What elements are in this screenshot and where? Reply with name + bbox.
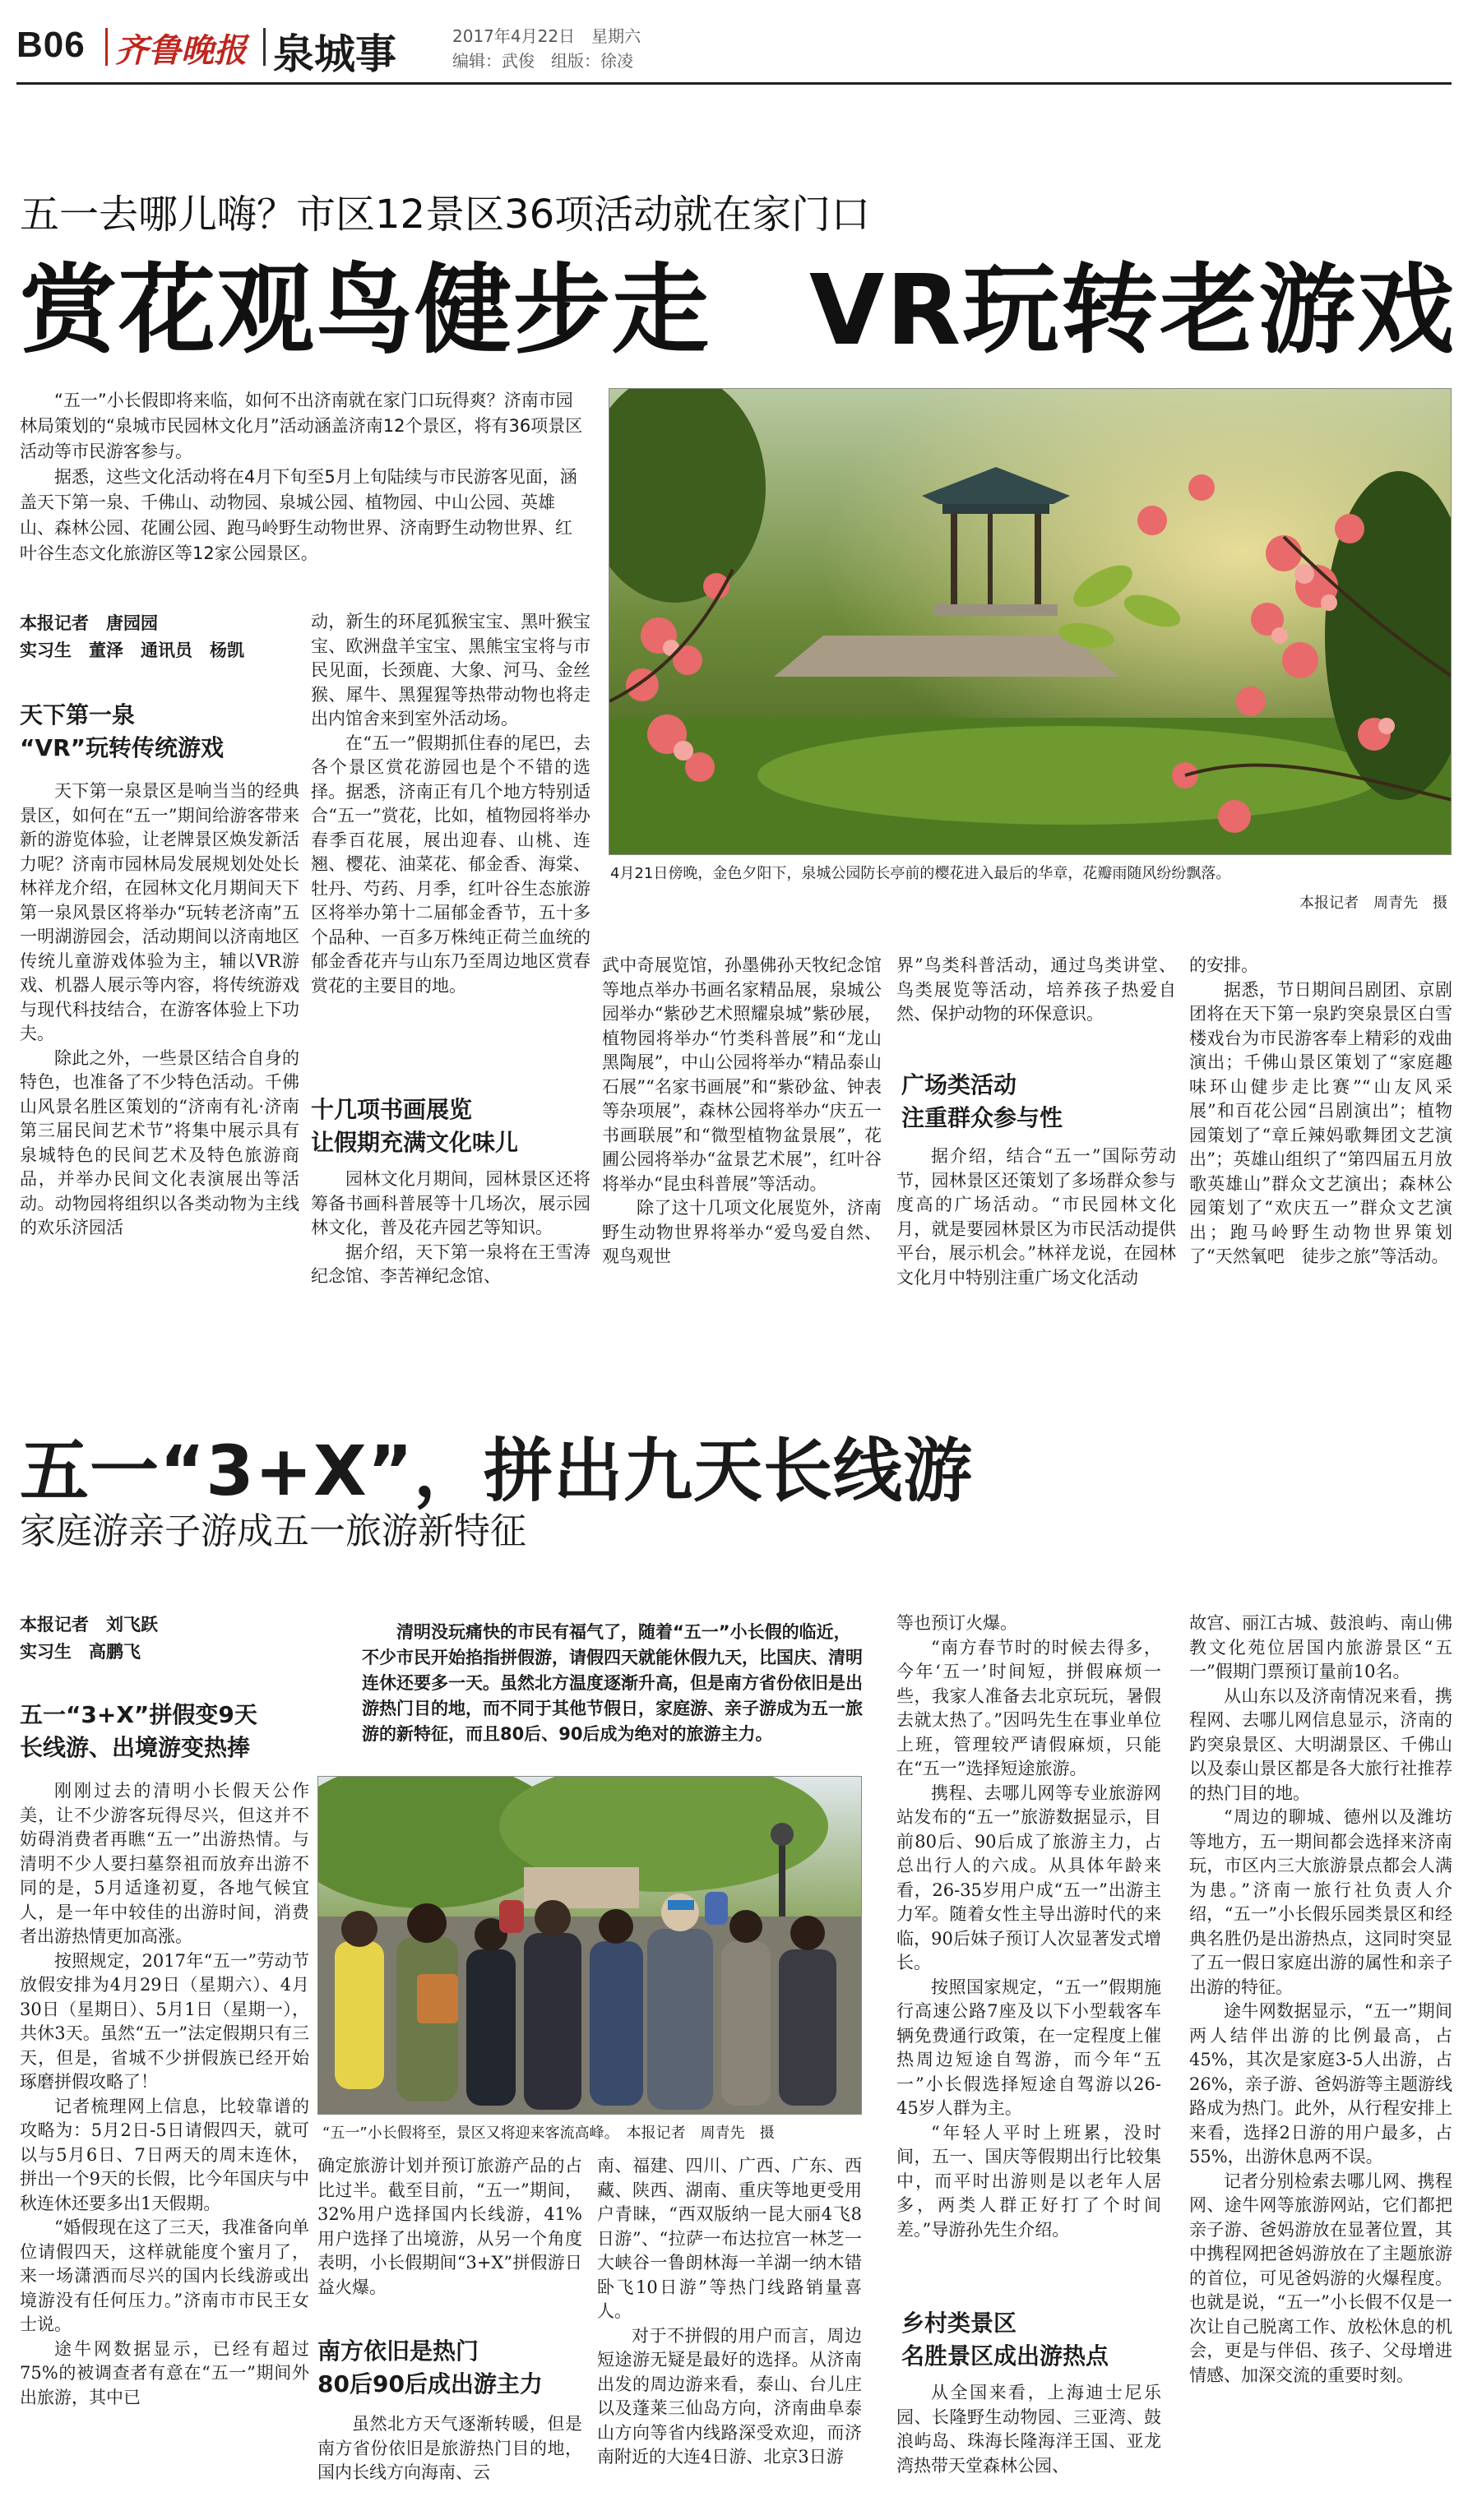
body-paragraph: “周边的聊城、德州以及潍坊等地方，五一期间都会选择来济南玩，市区内三大旅游景点都会人满为患。”济南一旅行社负责人介绍，“五一”小长假乐园类景区和经典名胜仍是出游热点，这同时突显了五一假日家庭出游的属性和亲子出游的特征。 <box>1189 1807 1452 1997</box>
article-b-column-4b <box>896 2381 1161 2503</box>
body-paragraph: 武中奇展览馆，孙墨佛孙天牧纪念馆等地点举办书画名家精品展，泉城公园举办“紫砂艺术照耀泉城”紫砂展，植物园将举办“竹类科普展”和“龙山黑陶展”，中山公园将举办“精品泰山石展”“名家书画展”和“紫砂盆、钟表等杂项展”，森林公园将举办“庆五一书画联展”和“微型植物盆景展”，花圃公园将举办“盆景艺术展”，红叶谷将举办“昆虫科普展”等活动。 <box>602 955 882 1194</box>
article-b-column-5 <box>1189 1611 1452 2503</box>
body-paragraph: 的安排。 <box>1189 955 1258 975</box>
masthead-divider <box>263 28 266 66</box>
body-paragraph: 记者分别检索去哪儿网、携程网、途牛网等旅游网站，它们都把亲子游、爸妈游放在显著位置，其中携程网把爸妈游放在了主题旅游的首位，可见爸妈游的火爆程度。也就是说，“五一”小长假不仅是一次让自己脱离工作、放松休息的机会，更是与伴侣、孩子、父母增进情感、加深交流的重要时刻。 <box>1189 2171 1452 2385</box>
byline-line: 实习生 高鹏飞 <box>20 1642 141 1662</box>
subhead-line: “VR”玩转传统游戏 <box>20 734 225 761</box>
body-paragraph: 记者梳理网上信息，比较靠谱的攻略为：5月2日-5日请假四天，就可以与5月6日、7日两天的周末连休，拼出一个9天的长假，比今年国庆与中秋连休还要多出1天假期。 <box>20 2096 309 2213</box>
body-paragraph: 按照国家规定，“五一”假期施行高速公路7座及以下小型载客车辆免费通行政策，在一定程度上催热周边短途自驾游，而今年“五一”小长假选择短途自驾游以26-45岁人群为主。 <box>896 1977 1161 2118</box>
editor-credits: 编辑：武俊 组版：徐凌 <box>452 51 633 71</box>
body-paragraph: 按照规定，2017年“五一”劳动节放假安排为4月29日（星期六）、4月30日（星期日）、5月1日（星期一），共休3天。虽然“五一”法定假期只有三天，但是，省城不少拼假族已经开始琢磨拼假攻略了！ <box>20 1950 309 2092</box>
article-b-column-2b <box>317 2412 582 2503</box>
body-paragraph: 虽然北方天气逐渐转暖，但是南方省份依旧是旅游热门目的地，国内长线方向海南、云 <box>317 2414 582 2482</box>
article-b-byline <box>20 1611 316 1666</box>
body-paragraph: “婚假现在这了三天，我准备向单位请假四天，这样就能度个蜜月了，来一场潇洒而尽兴的国内长线游或出境游没有任何压力。”济南市市民王女士说。 <box>20 2217 309 2334</box>
article-a-column-4 <box>896 954 1176 1061</box>
body-paragraph: 从山东以及济南情况来看，携程网、去哪儿网信息显示，济南的趵突泉景区、大明湖景区、千佛山以及泰山景区都是各大旅行社推荐的热门目的地。 <box>1189 1685 1452 1803</box>
article-a-kicker: 五一去哪儿嗨？市区12景区36项活动就在家门口 <box>20 192 871 238</box>
subhead-line: 80后90后成出游主力 <box>317 2370 543 2397</box>
subhead-line: 十几项书画展览 <box>311 1096 473 1123</box>
article-b-headline: 五一“3+X”，拼出九天长线游 <box>20 1431 974 1511</box>
article-a-subhead-2 <box>311 1094 590 1159</box>
body-paragraph: 据介绍，天下第一泉将在王雪涛纪念馆、李苦禅纪念馆、 <box>311 1242 590 1286</box>
article-a-subhead-3 <box>901 1069 1181 1135</box>
article-b-subhead-1 <box>20 1699 316 1764</box>
cherry-blossom-photo <box>609 388 1452 855</box>
article-b-subhead-2 <box>317 2335 582 2401</box>
body-paragraph: “南方春节时的时候去得多，今年‘五一’时间短，拼假麻烦一些，我家人准备去北京玩玩，暑假去就太热了。”因吗先生在事业单位上班，管理较严请假麻烦，只能在“五一”选择短途旅游。 <box>896 1637 1161 1778</box>
article-b-column-1 <box>20 1779 309 2503</box>
body-paragraph: 南、福建、四川、广西、广东、西藏、陕西、湖南、重庆等地更受用户青睐，“西双版纳一昆大丽4飞8日游”、“拉萨一布达拉宫一林芝一大峡谷一鲁朗林海一羊湖一纳木错卧飞10日游”等热门线路销量喜人。 <box>597 2156 862 2321</box>
article-a-subhead-1 <box>20 699 299 765</box>
lead-paragraph: 据悉，这些文化活动将在4月下旬至5月上旬陆续与市民游客见面，涵盖天下第一泉、千佛山、动物园、泉城公园、植物园、中山公园、英雄山、森林公园、花圃公园、跑马岭野生动物世界、济南野生动物世界、红叶谷生态文化旅游区等12家公园景区。 <box>20 467 577 563</box>
page-number: B06 <box>16 25 86 65</box>
subhead-line: 长线游、出境游变热捧 <box>20 1734 251 1761</box>
body-paragraph: 园林文化月期间，园林景区还将筹备书画科普展等十几场次，展示园林文化，普及花卉园艺等知识。 <box>311 1169 590 1237</box>
issue-date: 2017年4月22日 星期六 <box>452 26 641 46</box>
subhead-line: 让假期充满文化味儿 <box>311 1129 519 1156</box>
masthead-divider <box>105 28 108 66</box>
body-paragraph: 确定旅游计划并预订旅游产品的占比过半。截至目前，“五一”期间，32%用户选择国内长线游，41%用户选择了出境游，从另一个角度表明，小长假期间“3+X”拼假游日益火爆。 <box>317 2156 582 2297</box>
subhead-line: 五一“3+X”拼假变9天 <box>20 1701 257 1728</box>
byline-line: 实习生 董泽 通讯员 杨凯 <box>20 640 244 660</box>
body-paragraph: 刚刚过去的清明小长假天公作美，让不少游客玩得尽兴，但这并不妨碍消费者再瞧“五一”出游热情。与清明不少人要扫墓祭祖而放弃出游不同的是，5月适逢初夏，各地气候宜人，是一年中较佳的出游时间，消费者出游热情更加高涨。 <box>20 1781 309 1946</box>
article-a-headline: 赏花观鸟健步走 VR玩转老游戏 <box>20 253 1456 367</box>
body-paragraph: 除此之外，一些景区结合自身的特色，也准备了不少特色活动。千佛山风景名胜区策划的“济南有礼·济南第三届民间艺术节”将集中展示具有泉城特色的民间艺术及特色旅游商品，并举办民间文化表演展出等活动。动物园将组织以各类动物为主线的欢乐济园活 <box>20 1047 299 1237</box>
article-b-column-2 <box>317 2154 582 2319</box>
byline-line: 本报记者 刘飞跃 <box>20 1615 158 1635</box>
subhead-line: 天下第一泉 <box>20 701 136 728</box>
body-paragraph: 在“五一”假期抓住春的尾巴，去各个景区赏花游园也是个不错的选择。据悉，济南正有几个地方特别适合“五一”赏花，比如，植物园将举办春季百花展，展出迎春、山桃、连翘、樱花、油菜花、郁金香、海棠、牡丹、芍药、月季，红叶谷生态旅游区将举办第十二届郁金香节，五十多个品种、一百多万株纯正荷兰血统的郁金香花卉与山东乃至周边地区赏春赏花的主要目的地。 <box>311 733 590 996</box>
article-a-column-2 <box>311 610 590 1077</box>
body-paragraph: 携程、去哪儿网等专业旅游网站发布的“五一”旅游数据显示，目前80后、90后成了旅游主力，占总出行人的六成。从具体年龄来看，26-35岁用户成“五一”出游主力军。随着女性主导出游时代的来临，90后妹子预订人次显著发式增长。 <box>896 1782 1161 1972</box>
body-paragraph: 据悉，节日期间吕剧团、京剧团将在天下第一泉趵突泉景区白雪楼戏台为市民游客奉上精彩的戏曲演出；千佛山景区策划了“家庭趣味环山健步走比赛”“山友风采展”和百花公园“吕剧演出”；植物园策划了“章丘辣妈歌舞团文艺演出”；英雄山组织了“第四届五月放歌英雄山”群众文艺演出；森林公园策划了“欢庆五一”群众文艺演出；跑马岭野生动物世界策划了“天然氧吧 徒步之旅”等活动。 <box>1189 979 1452 1266</box>
photo-b-caption: “五一”小长假将至，景区又将迎来客流高峰。 本报记者 周青先 摄 <box>322 2125 775 2142</box>
article-a-column-3 <box>602 954 882 1327</box>
article-a-column-1 <box>20 779 299 1327</box>
crowd-illustration <box>318 1777 862 2115</box>
lead-paragraph: “五一”小长假即将来临，如何不出济南就在家门口玩得爽？济南市园林局策划的“泉城市民园林文化月”活动涵盖济南12个景区，将有36项景区活动等市民游客参与。 <box>20 391 583 461</box>
photo-a-caption: 4月21日傍晚，金色夕阳下，泉城公园防长亭前的樱花进入最后的华章，花瓣雨随风纷纷飘落。 <box>610 865 1231 882</box>
byline-line: 本报记者 唐园园 <box>20 613 158 633</box>
body-paragraph: 对于不拼假的用户而言，周边短途游无疑是最好的选择。从济南出发的周边游来看，泰山、台儿庄以及蓬莱三仙岛方向，济南曲阜泰山方向等省内线路深受欢迎，而济南附近的大连4日游、北京3日游 <box>597 2325 862 2467</box>
body-paragraph: 据介绍，结合“五一”国际劳动节，园林景区还策划了多场群众参与度高的广场活动。“市民园林文化月，就是要园林景区为市民活动提供平台，展示机会。”林祥龙说，在园林文化月中特别注重广场文化活动 <box>896 1146 1176 1288</box>
subhead-line: 乡村类景区 <box>901 2310 1017 2337</box>
subhead-line: 广场类活动 <box>901 1071 1017 1098</box>
photo-a-credit: 本报记者 周青先 摄 <box>1299 895 1447 912</box>
crowd-photo <box>317 1776 862 2115</box>
body-paragraph: 途牛网数据显示，“五一”期间两人结伴出游的比例最高，占45%，其次是家庭3-5人出游，占26%，亲子游、爸妈游等主题游线路成为热门。此外，从行程安排上来看，选择2日游的用户最多，占55%，出游休息两不误。 <box>1189 2001 1452 2166</box>
article-b-lead: 清明没玩痛快的市民有福气了，随着“五一”小长假的临近，不少市民开始掐指拼假游，请假四天就能休假九天，比国庆、清明连休还要多一天。虽然北方温度逐渐升高，但是南方省份依旧是出游热门目的地，而不同于其他节假日，家庭游、亲子游成为五一旅游的新特征，而且80后、90后成为绝对的旅游主力。 <box>362 1622 863 1744</box>
article-b-column-3 <box>597 2154 862 2503</box>
body-paragraph: 动，新生的环尾狐猴宝宝、黑叶猴宝宝、欧洲盘羊宝宝、黑熊宝宝将与市民见面，长颈鹿、大象、河马、金丝猴、犀牛、黑猩猩等热带动物也将走出内馆舍来到室外活动场。 <box>311 612 590 728</box>
article-a-column-4b <box>896 1144 1176 1327</box>
masthead-rule <box>16 82 1452 85</box>
body-paragraph: 天下第一泉景区是响当当的经典景区，如何在“五一”期间给游客带来新的游览体验，让老牌景区焕发新活力呢？济南市园林局发展规划处处长林祥龙介绍，在园林文化月期间天下第一泉风景区将举办“玩转老济南”五一明湖游园会，活动期间以济南地区传统儿童游戏体验为主，辅以VR游戏、机器人展示等内容，将传统游戏与现代科技结合，在游客体验上下功夫。 <box>20 781 299 1043</box>
article-a-column-2b <box>311 1168 590 1327</box>
article-a-lead <box>20 388 587 566</box>
article-b-column-4 <box>896 1611 1161 2289</box>
subhead-line: 南方依旧是热门 <box>317 2337 479 2365</box>
paper-logo: 齐鲁晚报 <box>115 31 247 70</box>
article-a-byline <box>20 610 299 664</box>
article-b-subhead-3 <box>901 2307 1166 2373</box>
article-a-column-5 <box>1189 954 1452 1327</box>
body-paragraph: 从全国来看，上海迪士尼乐园、长隆野生动物园、三亚湾、鼓浪屿岛、珠海长隆海洋王国、亚龙湾热带天堂森林公园、 <box>896 2383 1161 2476</box>
cherry-blossom-illustration <box>609 389 1452 855</box>
subhead-line: 注重群众参与性 <box>901 1104 1063 1131</box>
body-paragraph: “年轻人平时上班累，没时间，五一、国庆等假期出行比较集中，而平时出游则是以老年人居多，两类人群正好打了个时间差。”导游孙先生介绍。 <box>896 2122 1161 2240</box>
section-title: 泉城事 <box>273 30 396 78</box>
body-paragraph: 等也预订火爆。 <box>896 1613 1017 1633</box>
body-paragraph: 除了这十几项文化展览外，济南野生动物世界将举办“爱鸟爱自然、观鸟观世 <box>602 1198 882 1266</box>
body-paragraph: 故宫、丽江古城、鼓浪屿、南山佛教文化苑位居国内旅游景区“五一”假期门票预订量前10名。 <box>1189 1613 1452 1681</box>
subhead-line: 名胜景区成出游热点 <box>901 2342 1109 2370</box>
body-paragraph: 界”鸟类科普活动，通过鸟类讲堂、鸟类展览等活动，培养孩子热爱自然、保护动物的环保意识。 <box>896 955 1176 1024</box>
article-b-subhead: 家庭游亲子游成五一旅游新特征 <box>20 1510 526 1552</box>
body-paragraph: 途牛网数据显示，已经有超过75%的被调查者有意在“五一”期间外出旅游，其中已 <box>20 2338 309 2407</box>
